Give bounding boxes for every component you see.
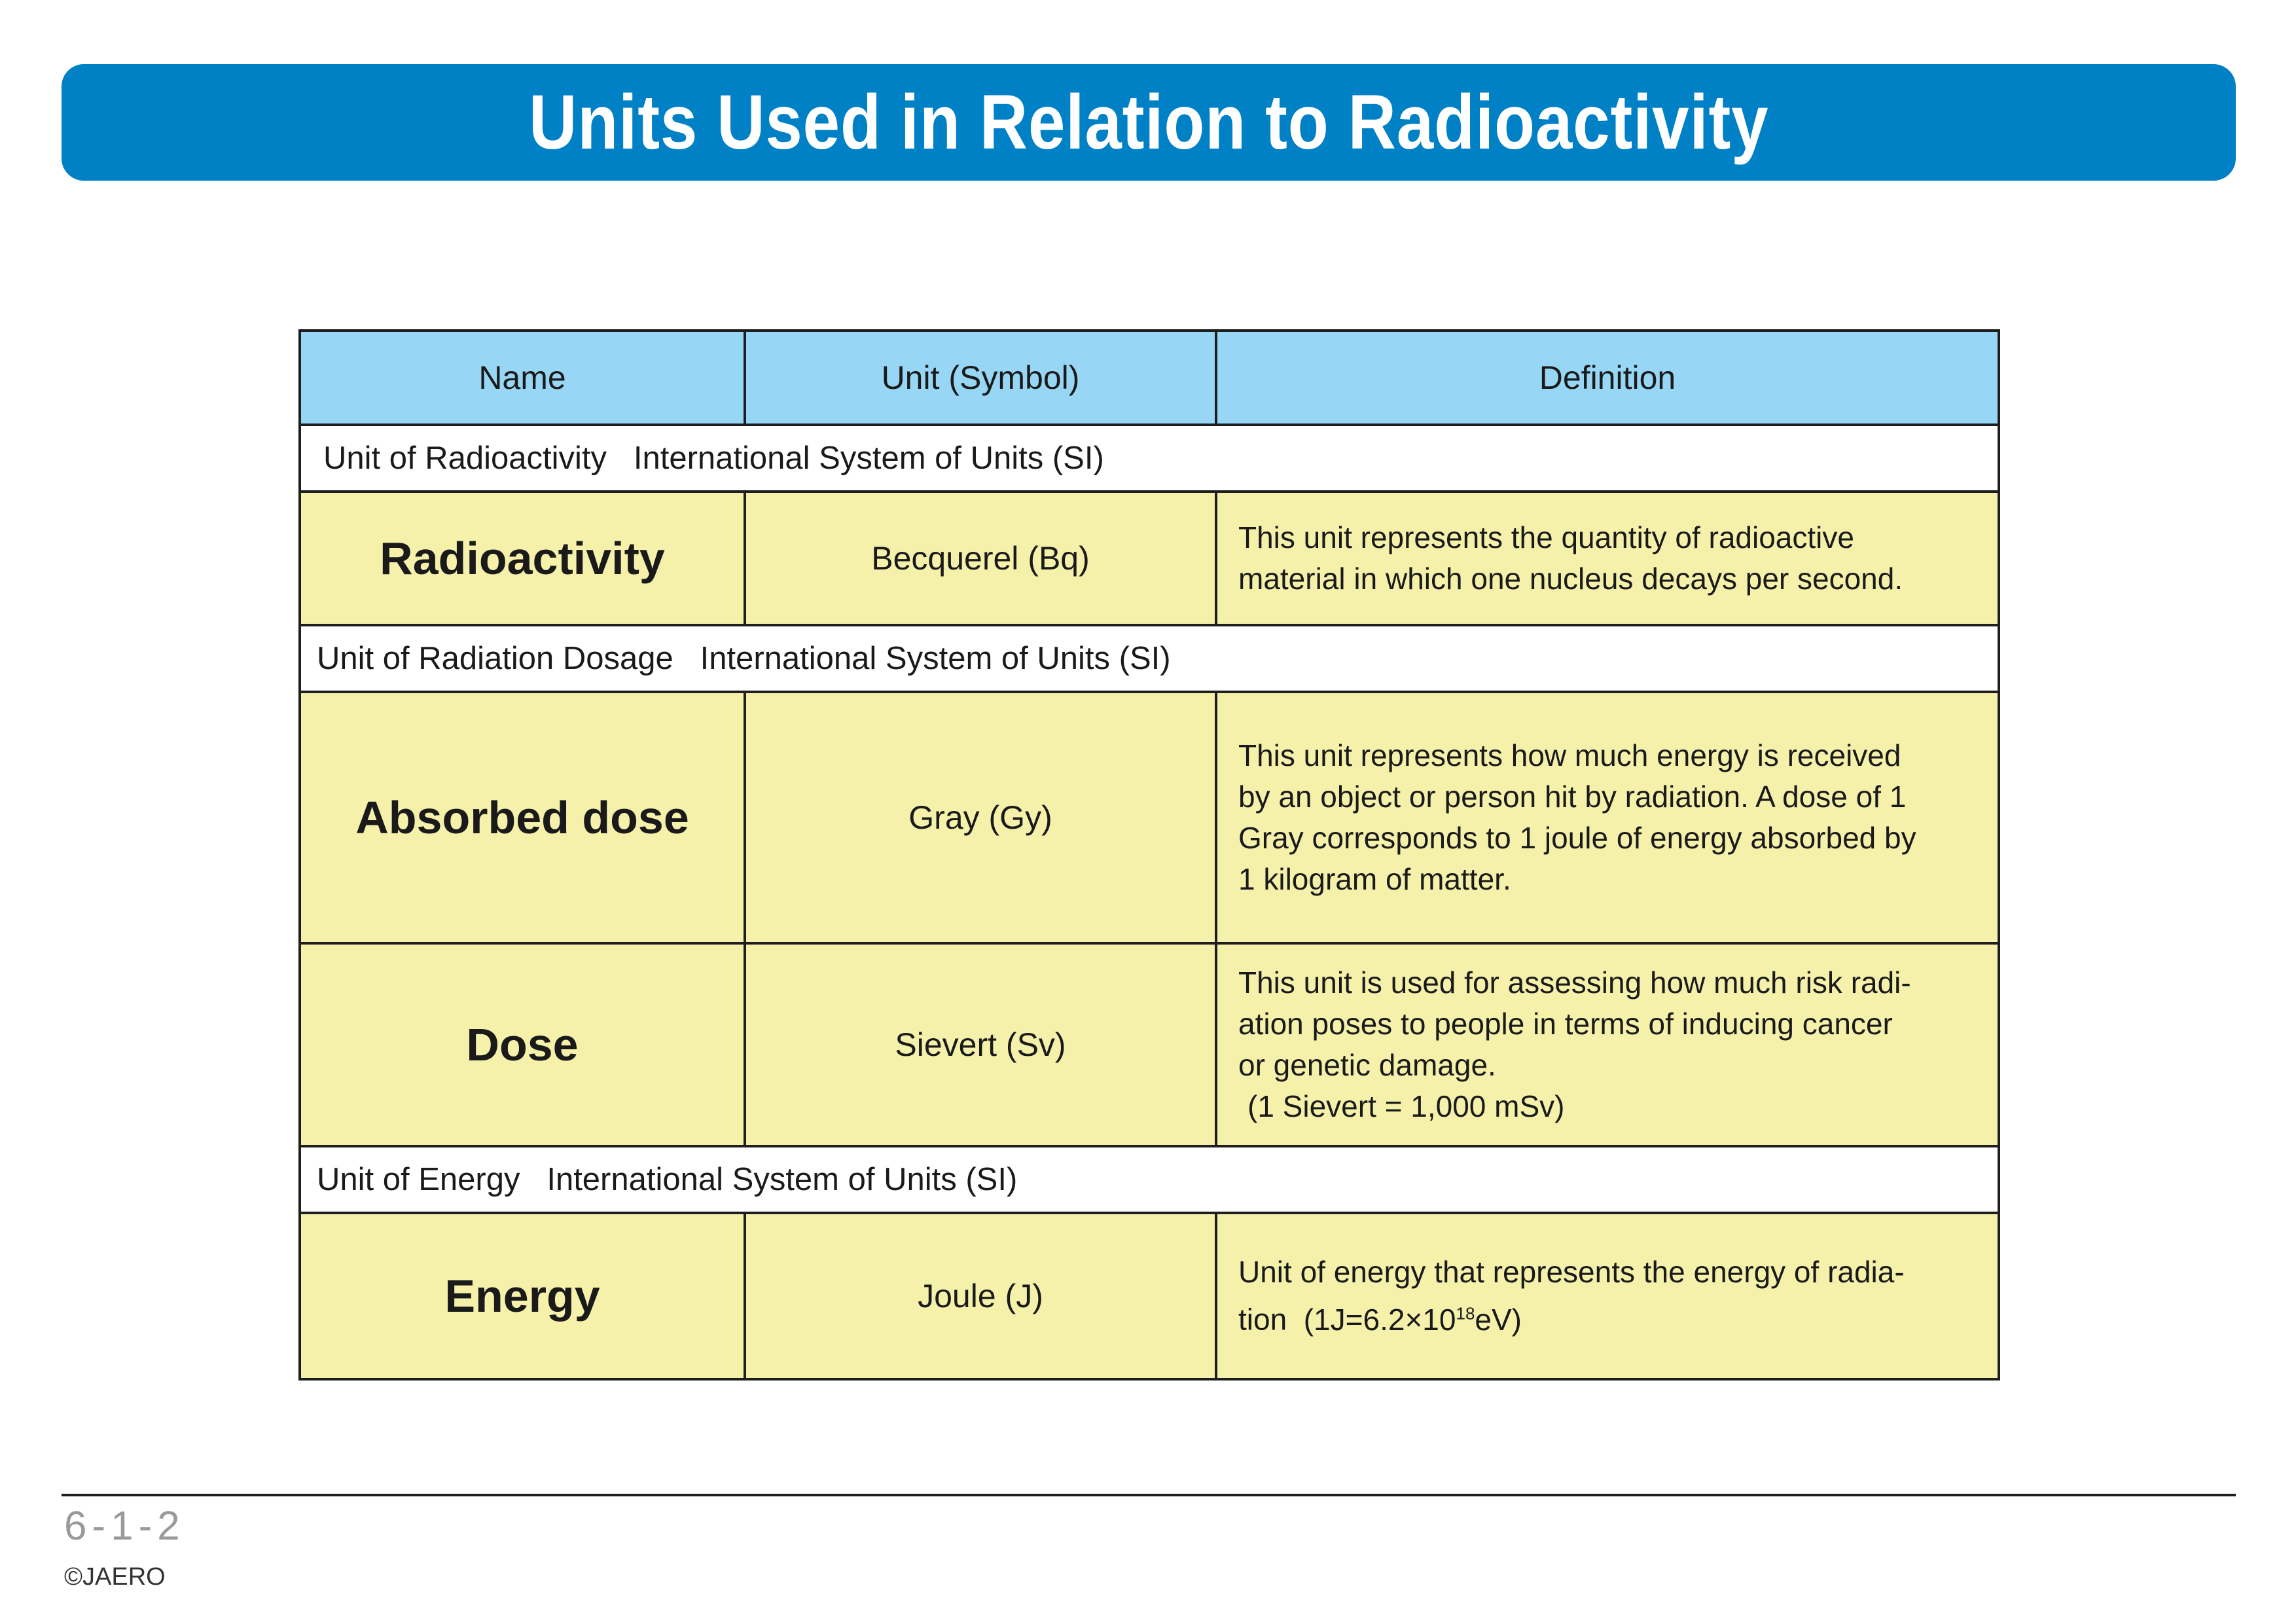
- section-row-radioactivity: [300, 425, 1999, 492]
- units-table-wrapper: [298, 329, 1998, 1380]
- definition-line: This unit represents the quantity of radioactive: [1238, 520, 1854, 554]
- copyright-icon: ©: [64, 1563, 82, 1591]
- page-number: 6-1-2: [64, 1504, 185, 1549]
- row-definition: [1216, 943, 1999, 1146]
- definition-text: tion: [1238, 1302, 1287, 1337]
- row-unit: Sievert (Sv): [745, 943, 1216, 1146]
- row-definition: [1216, 692, 1999, 943]
- row-unit: Gray (Gy): [745, 692, 1216, 943]
- row-definition: [1216, 492, 1999, 625]
- section-label: Unit of Energy International System of Units (SI): [300, 1146, 1999, 1213]
- definition-line: ation poses to people in terms of inducing cancer: [1238, 1007, 1893, 1041]
- page-title: Units Used in Relation to Radioactivity: [528, 79, 1769, 166]
- definition-line: or genetic damage.: [1238, 1048, 1496, 1082]
- table-row-dose: [300, 943, 1999, 1146]
- definition-line: Gray corresponds to 1 joule of energy absorbed by: [1238, 821, 1916, 855]
- table-row-radioactivity: [300, 492, 1999, 625]
- formula-suffix: eV): [1475, 1302, 1522, 1337]
- formula-exponent: 18: [1456, 1303, 1475, 1324]
- copyright: [64, 1563, 166, 1591]
- section-row-radiation-dosage: [300, 625, 1999, 692]
- copyright-text: JAERO: [82, 1563, 166, 1591]
- footer-divider: [62, 1494, 2236, 1496]
- definition-line: 1 kilogram of matter.: [1238, 862, 1511, 896]
- table-row-absorbed-dose: [300, 692, 1999, 943]
- units-table: [298, 329, 2000, 1380]
- definition-line: by an object or person hit by radiation. A dose of 1: [1238, 780, 1907, 814]
- row-name: Radioactivity: [300, 492, 745, 625]
- row-definition: [1216, 1213, 1999, 1379]
- row-name: Energy: [300, 1213, 745, 1379]
- definition-note: (1 Sievert = 1,000 mSv): [1247, 1089, 1565, 1123]
- header-definition: Definition: [1216, 331, 1999, 425]
- table-row-energy: [300, 1213, 1999, 1379]
- header-name: Name: [300, 331, 745, 425]
- title-bar: [62, 64, 2236, 181]
- row-unit: Joule (J): [745, 1213, 1216, 1379]
- formula-prefix: (1J=6.2×10: [1303, 1302, 1456, 1337]
- header-unit: Unit (Symbol): [745, 331, 1216, 425]
- definition-line: This unit represents how much energy is received: [1238, 738, 1901, 772]
- section-label: Unit of Radioactivity International System of Units (SI): [300, 425, 1999, 492]
- definition-line: This unit is used for assessing how much risk radi-: [1238, 965, 1911, 1000]
- table-header-row: [300, 331, 1999, 425]
- row-name: Absorbed dose: [300, 692, 745, 943]
- energy-formula: [1304, 1303, 1522, 1337]
- definition-line: Unit of energy that represents the energy of radia-: [1238, 1255, 1905, 1290]
- row-name: Dose: [300, 943, 745, 1146]
- section-label: Unit of Radiation Dosage International System of Units (SI): [300, 625, 1999, 692]
- section-row-energy: [300, 1146, 1999, 1213]
- definition-line: material in which one nucleus decays per second.: [1238, 562, 1903, 596]
- definition-line: [1238, 1293, 1978, 1340]
- row-unit: Becquerel (Bq): [745, 492, 1216, 625]
